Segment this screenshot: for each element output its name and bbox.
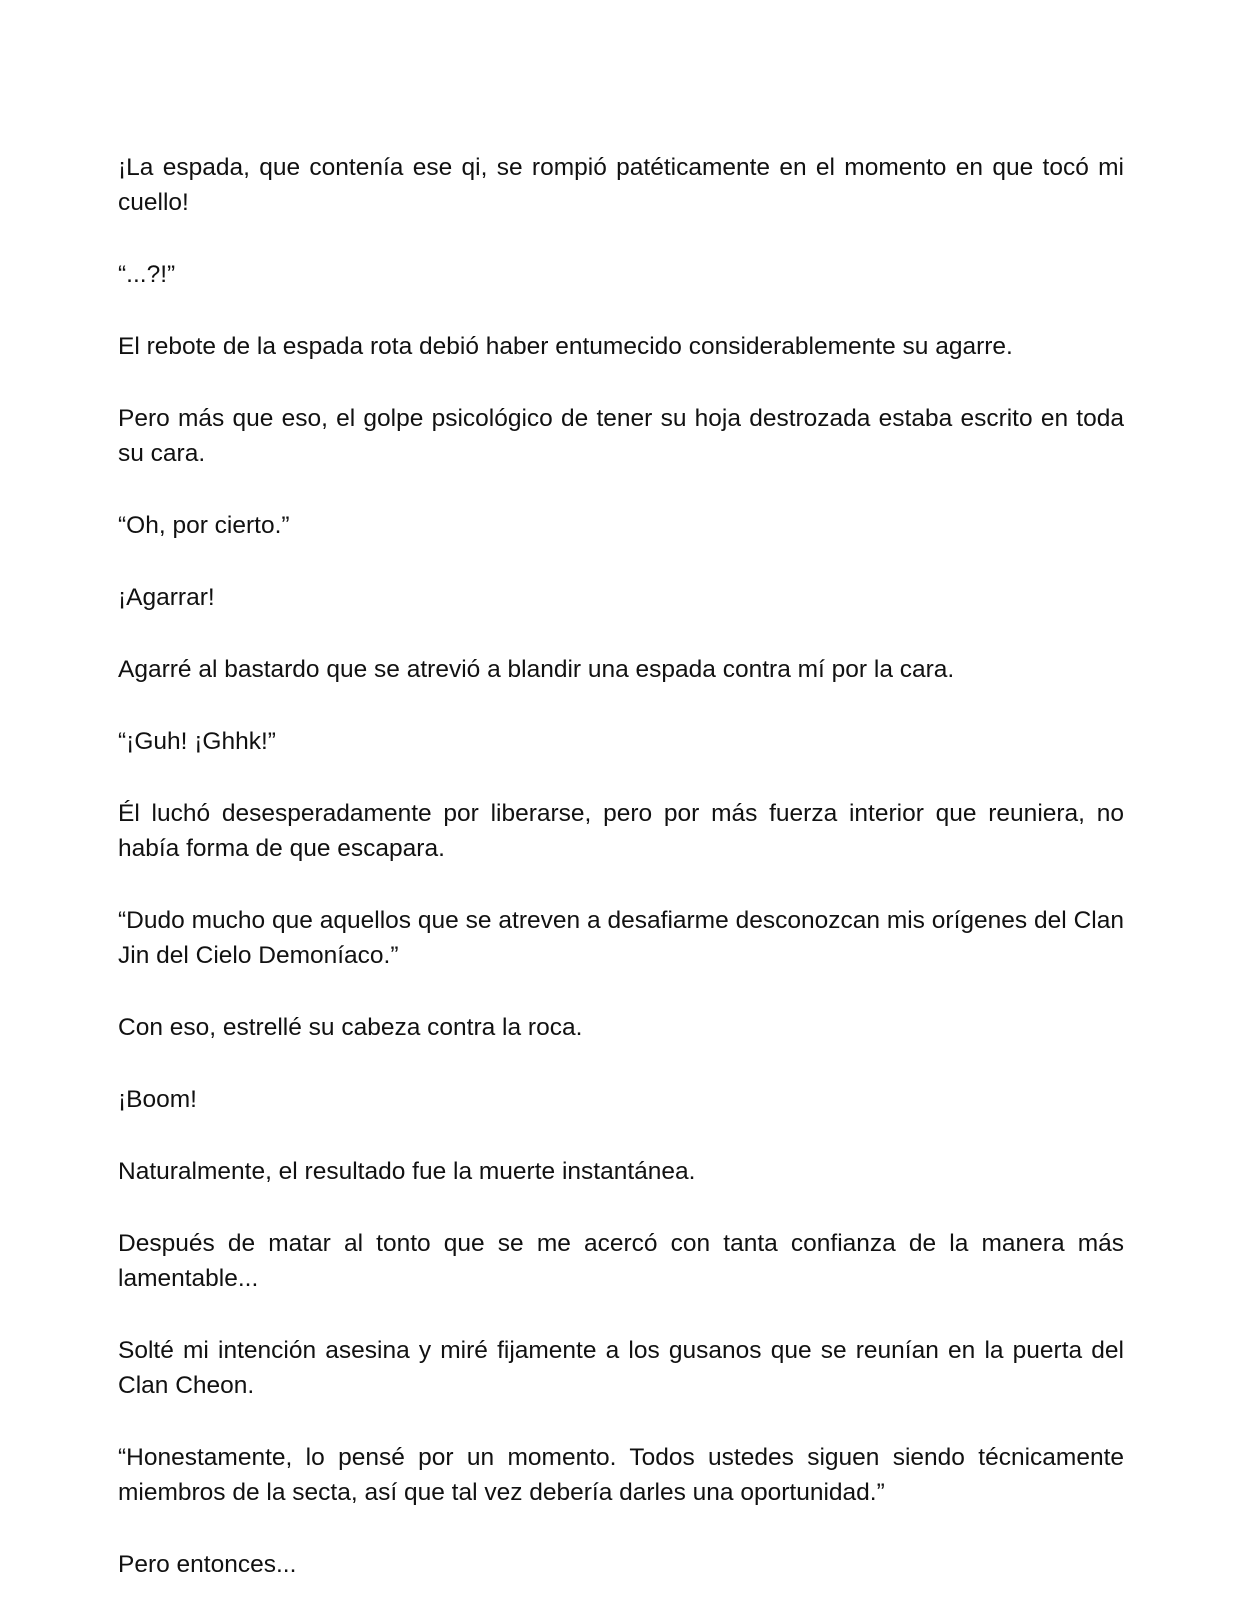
paragraph-9: Él luchó desesperadamente por liberarse, pero por más fuerza interior que reuniera, no había forma de que escapara. [118,800,1124,862]
paragraph-14: Después de matar al tonto que se me acercó con tanta confianza de la manera más lamentable... [118,1230,1124,1292]
paragraph-4: Pero más que eso, el golpe psicológico de tener su hoja destrozada estaba escrito en toda su cara. [118,405,1124,467]
paragraph-13: Naturalmente, el resultado fue la muerte instantánea. [118,1158,696,1185]
paragraph-1: ¡La espada, que contenía ese qi, se rompió patéticamente en el momento en que tocó mi cuello! [118,154,1124,216]
paragraph-3: El rebote de la espada rota debió haber entumecido considerablemente su agarre. [118,333,1013,360]
document-page [118,150,1124,1582]
paragraph-6: ¡Agarrar! [118,584,215,611]
paragraph-15: Solté mi intención asesina y miré fijamente a los gusanos que se reunían en la puerta del Clan Cheon. [118,1337,1124,1399]
paragraph-8: “¡Guh! ¡Ghhk!” [118,728,276,755]
paragraph-12: ¡Boom! [118,1086,197,1113]
paragraph-16: “Honestamente, lo pensé por un momento. Todos ustedes siguen siendo técnicamente miembros de la secta, así que tal vez debería darles una oportunidad.” [118,1444,1124,1506]
paragraph-11: Con eso, estrellé su cabeza contra la roca. [118,1014,583,1041]
paragraph-17: Pero entonces... [118,1551,297,1578]
paragraph-2: “...?!” [118,261,176,288]
paragraph-7: Agarré al bastardo que se atrevió a blandir una espada contra mí por la cara. [118,656,955,683]
paragraph-5: “Oh, por cierto.” [118,512,290,539]
paragraph-10: “Dudo mucho que aquellos que se atreven a desafiarme desconozcan mis orígenes del Clan Jin del Cielo Demoníaco.” [118,907,1124,969]
